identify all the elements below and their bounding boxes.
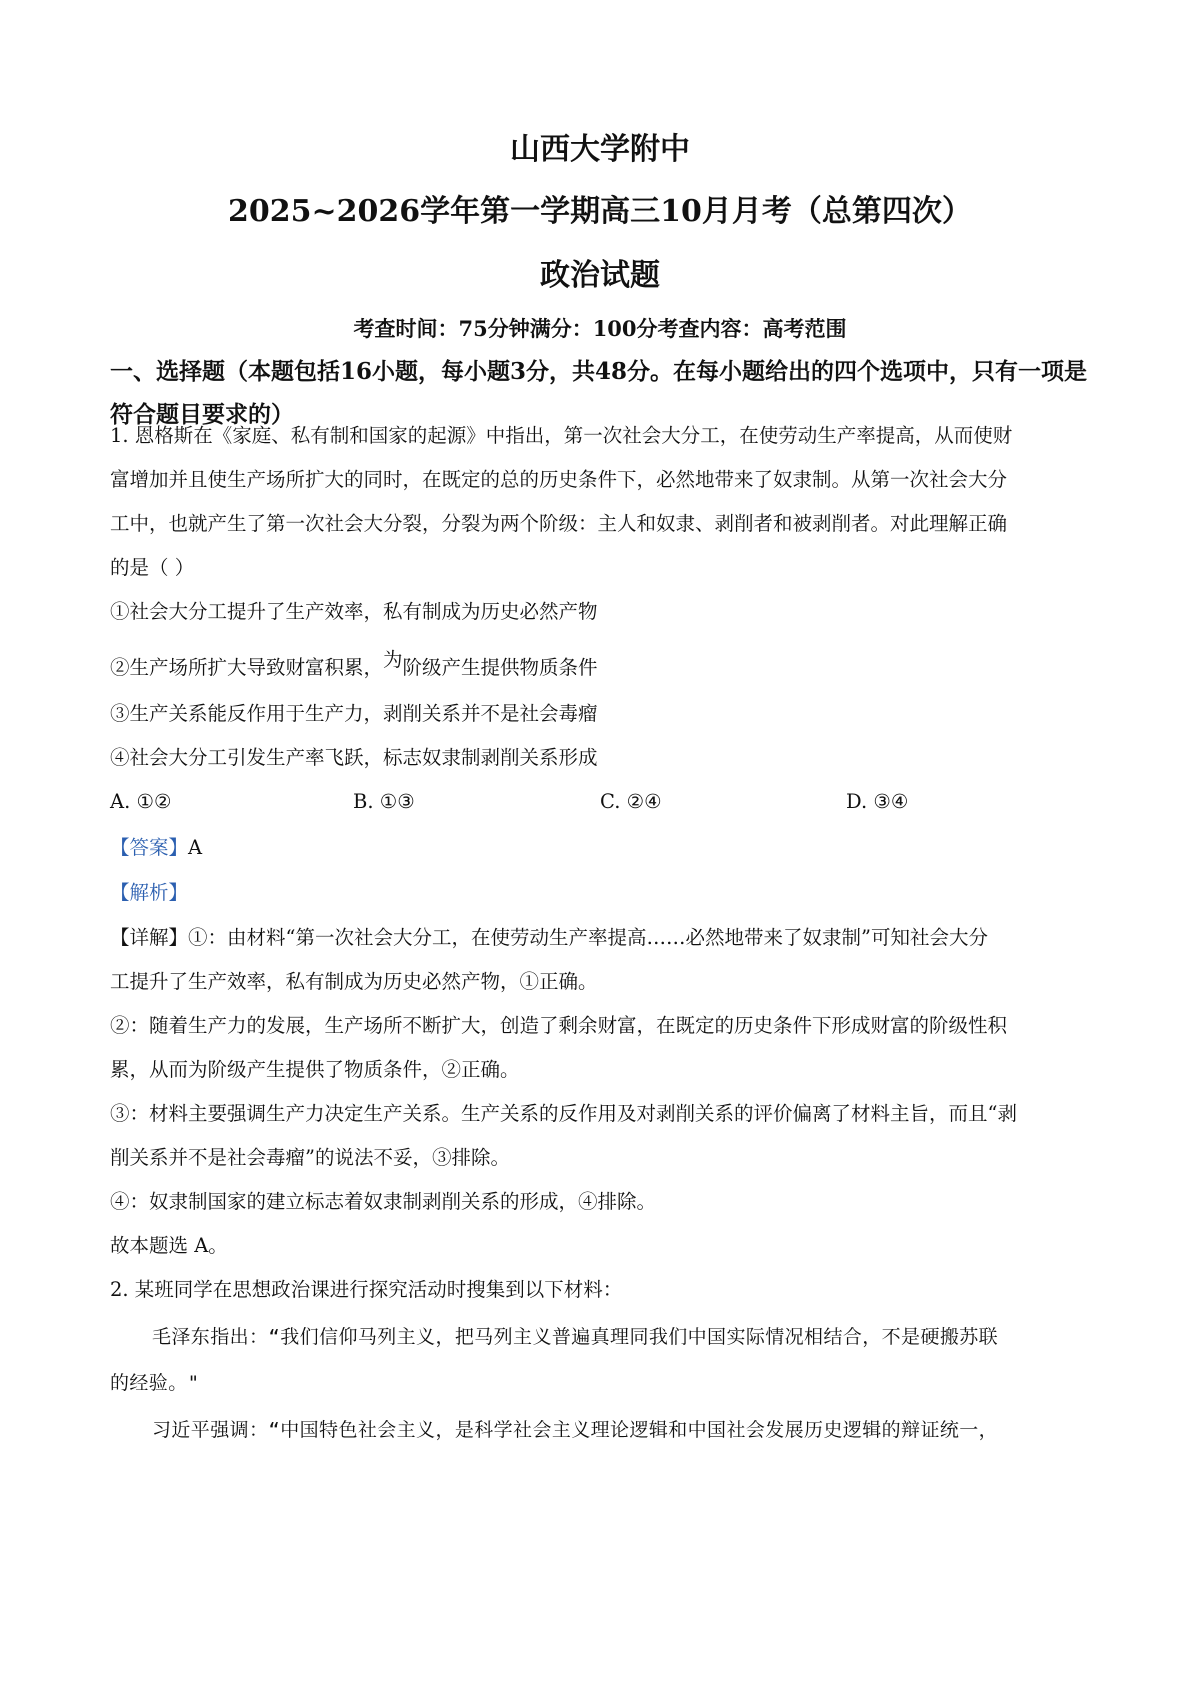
q1-statement-2-raised: 为 [383, 648, 403, 671]
q1-option-c: C. ②④ [600, 790, 662, 813]
section-heading: 一、选择题（本题包括16小题，每小题3分，共48分。在每小题给出的四个选项中，只有一项是符合题目要求的） [110, 358, 1088, 428]
analysis-label: 【解析】 [110, 881, 189, 904]
q1-detail-line-2: 工提升了生产效率，私有制成为历史必然产物，①正确。 [110, 970, 598, 993]
q1-statement-1: ①社会大分工提升了生产效率，私有制成为历史必然产物 [110, 600, 598, 623]
q1-statement-2 [110, 648, 598, 681]
q1-stem-line-4: 的是（ ） [110, 556, 195, 579]
q1-option-b: B. ①③ [353, 790, 415, 813]
q2-quote-1-line-2: 的经验。" [110, 1372, 200, 1394]
school-name: 山西大学附中 [510, 132, 690, 167]
q1-option-a: A. ①② [110, 790, 172, 813]
exam-info: 考查时间：75分钟满分：100分考查内容：高考范围 [353, 316, 847, 341]
q1-detail-line-5: ③：材料主要强调生产力决定生产关系。生产关系的反作用及对剥削关系的评价偏离了材料主旨，而且“剥 [110, 1102, 1017, 1125]
q1-detail-line-3: ②：随着生产力的发展，生产场所不断扩大，创造了剩余财富，在既定的历史条件下形成财富的阶级性积 [110, 1014, 1008, 1037]
q1-stem-line-1: 1. 恩格斯在《家庭、私有制和国家的起源》中指出，第一次社会大分工，在使劳动生产率提高，从而使财 [110, 424, 1013, 447]
q2-stem: 2. 某班同学在思想政治课进行探究活动时搜集到以下材料： [110, 1278, 623, 1301]
q1-detail-line-1: 【详解】①：由材料“第一次社会大分工，在使劳动生产率提高……必然地带来了奴隶制”可知社会大分 [110, 926, 988, 949]
q1-option-d: D. ③④ [846, 790, 909, 813]
answer-value: A [188, 836, 203, 859]
q2-quote-1-line-1: 毛泽东指出：“我们信仰马列主义，把马列主义普遍真理同我们中国实际情况相结合，不是硬搬苏联 [152, 1326, 999, 1348]
exam-title: 2025~2026学年第一学期高三10月月考（总第四次） [228, 194, 972, 229]
q1-answer [110, 835, 202, 861]
q1-detail-line-8: 故本题选 A。 [110, 1234, 228, 1257]
q1-detail-line-4: 累，从而为阶级产生提供了物质条件，②正确。 [110, 1058, 520, 1081]
q1-statement-3: ③生产关系能反作用于生产力，剥削关系并不是社会毒瘤 [110, 702, 598, 725]
answer-label: 【答案】 [110, 836, 189, 859]
subject-title: 政治试题 [540, 258, 660, 293]
q1-stem-line-3: 工中，也就产生了第一次社会大分裂，分裂为两个阶级：主人和奴隶、剥削者和被剥削者。对此理解正确 [110, 512, 1008, 535]
q1-stem-line-2: 富增加并且使生产场所扩大的同时，在既定的总的历史条件下，必然地带来了奴隶制。从第一次社会大分 [110, 468, 1008, 491]
q2-quote-2: 习近平强调：“中国特色社会主义，是科学社会主义理论逻辑和中国社会发展历史逻辑的辩证统一， [152, 1419, 999, 1441]
q1-statement-2-part-a: ②生产场所扩大导致财富积累， [110, 656, 384, 679]
q1-statement-2-part-b: 阶级产生提供物质条件 [402, 656, 598, 679]
q1-detail-line-7: ④：奴隶制国家的建立标志着奴隶制剥削关系的形成，④排除。 [110, 1190, 657, 1213]
q1-statement-4: ④社会大分工引发生产率飞跃，标志奴隶制剥削关系形成 [110, 746, 598, 769]
q1-detail-line-6: 削关系并不是社会毒瘤”的说法不妥，③排除。 [110, 1146, 510, 1169]
